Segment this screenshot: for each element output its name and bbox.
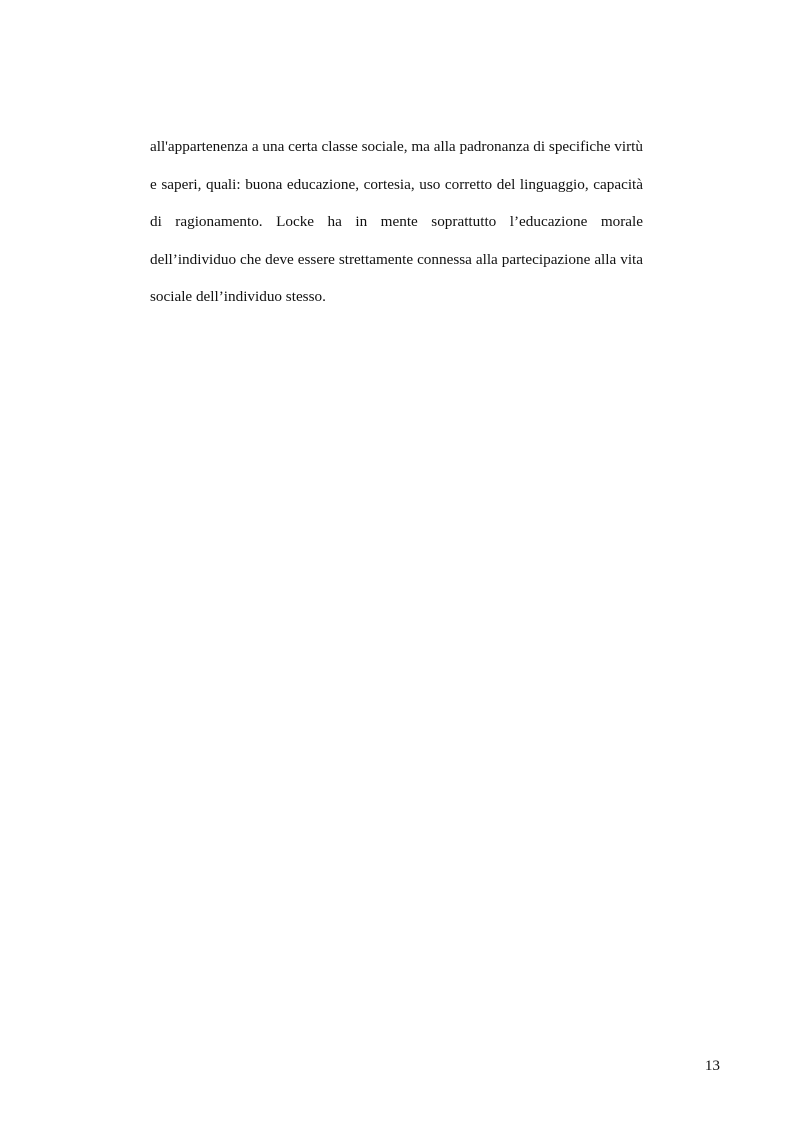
body-paragraph: all'appartenenza a una certa classe sociale, ma alla padronanza di specifiche virtù e saperi, quali: buona educazione, cortesia, uso corretto del linguaggio, capacità di ragionamento. Locke ha in mente soprattutto l’educazione morale dell’individuo che deve essere strettamente connessa alla partecipazione alla vita sociale dell’individuo stesso.: [150, 138, 643, 305]
page-number: 13: [704, 1057, 720, 1074]
